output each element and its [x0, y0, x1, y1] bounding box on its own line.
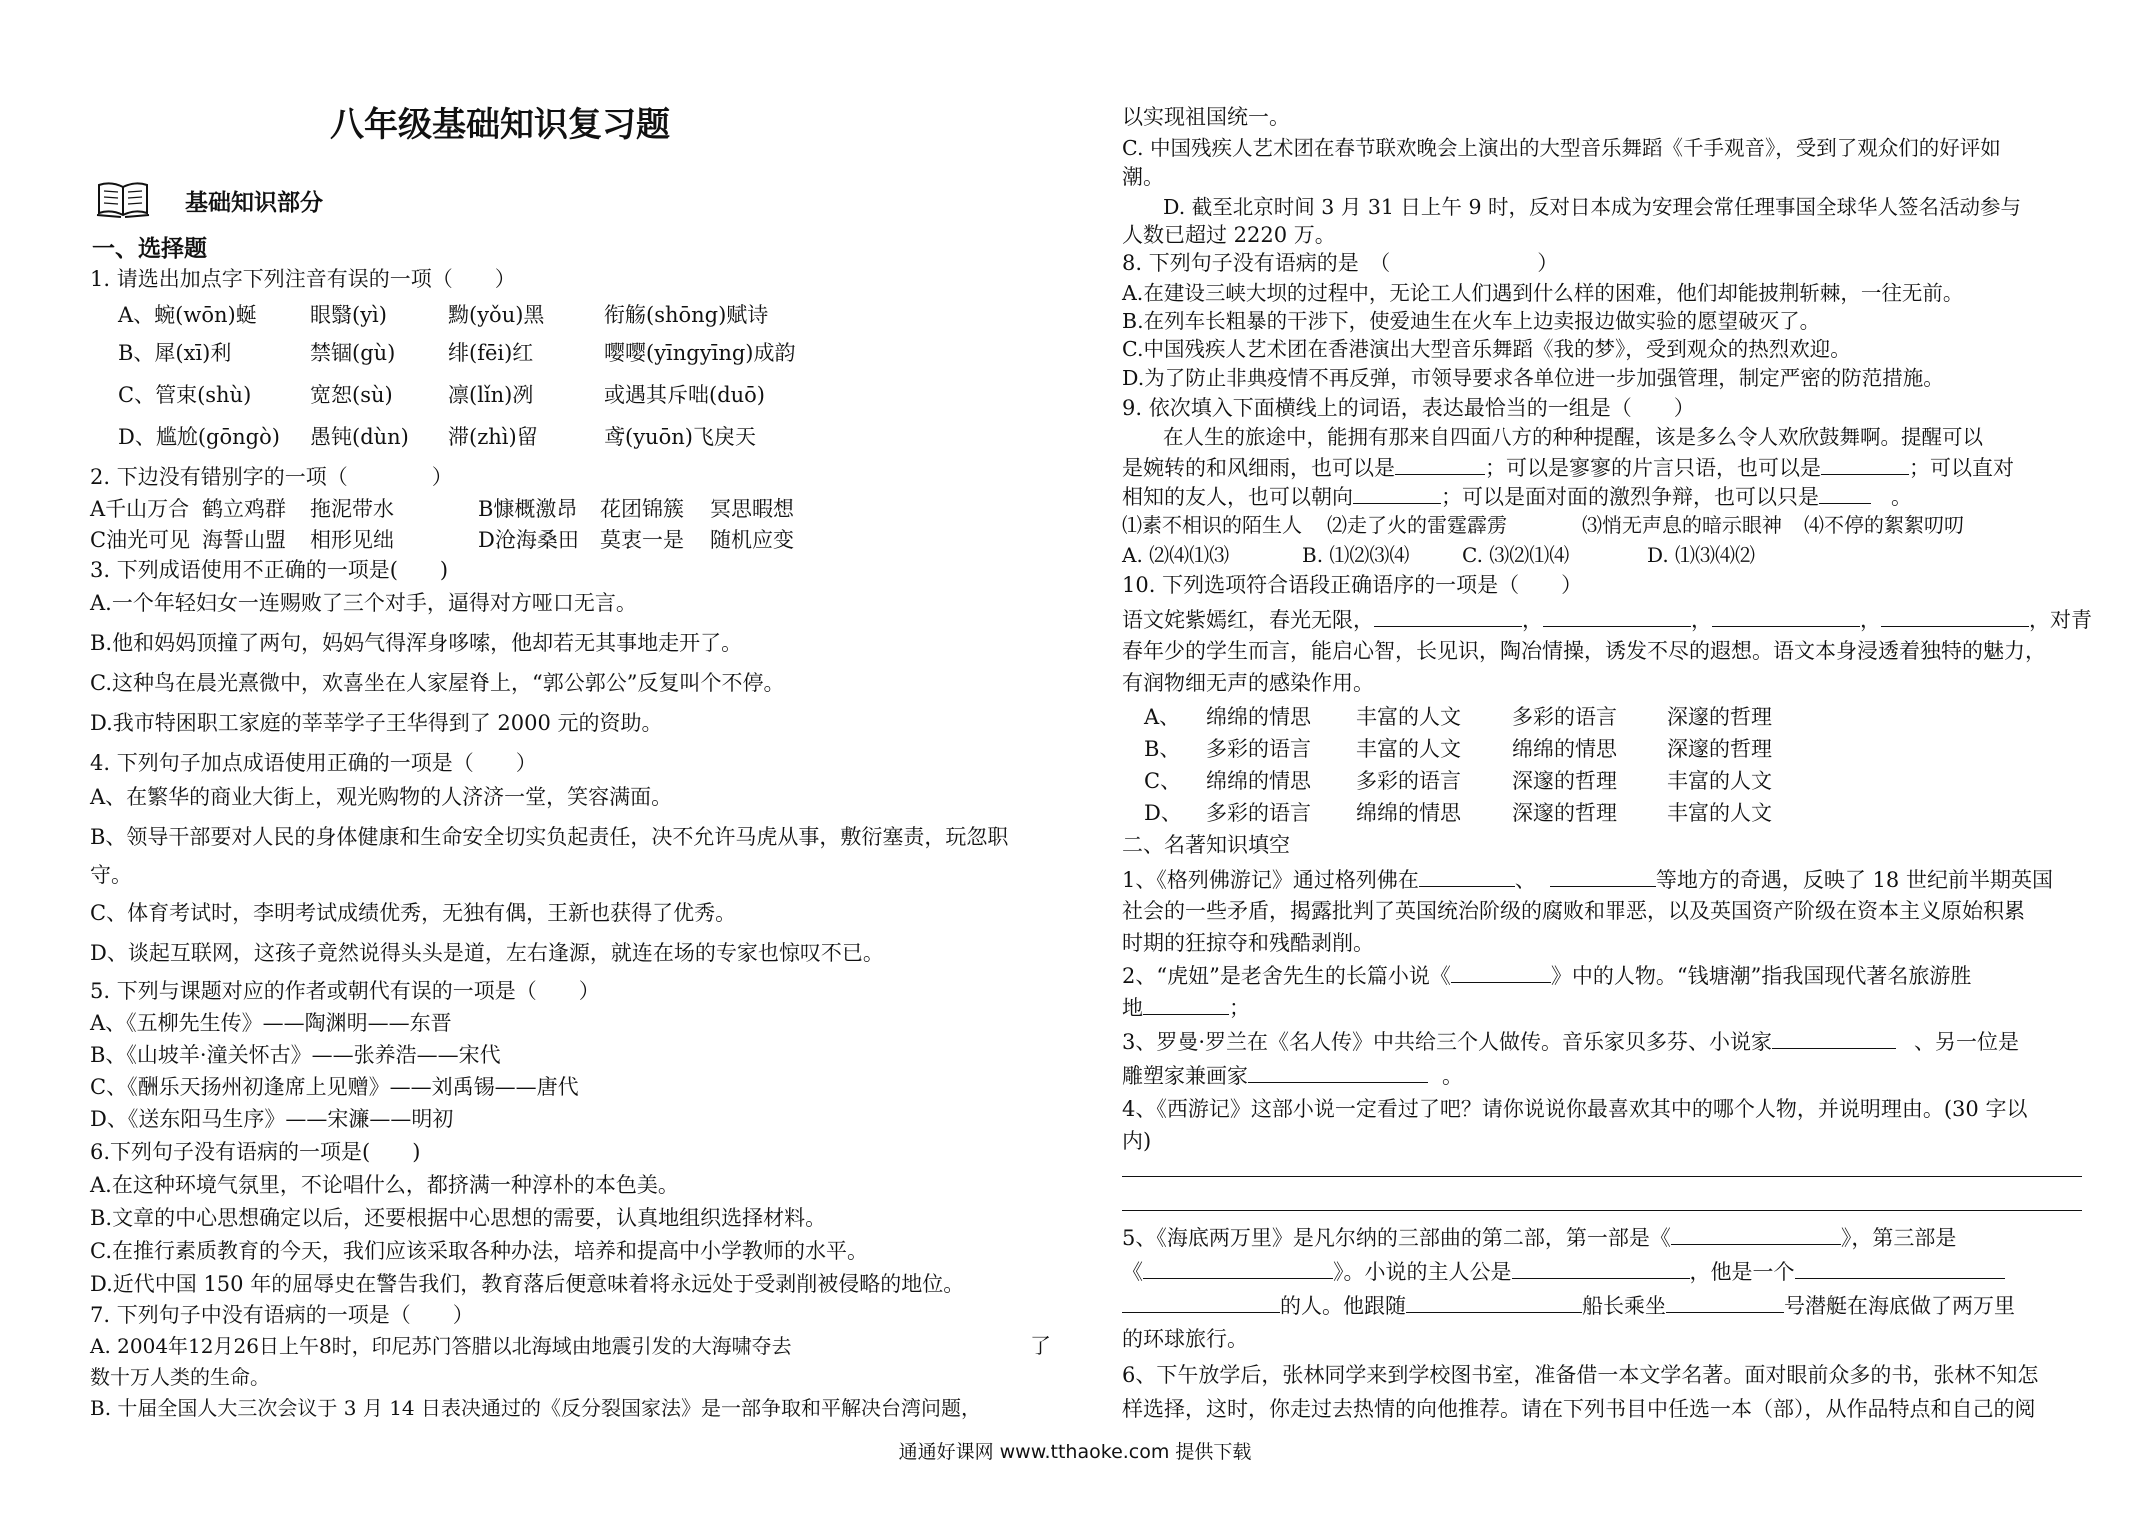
- q3-opt-b: B.他和妈妈顶撞了两句，妈妈气得浑身哆嗦，他却若无其事地走开了。: [90, 631, 743, 655]
- q9-blank-1[interactable]: [1395, 452, 1485, 475]
- section-header: 基础知识部分: [185, 190, 323, 216]
- part2-item-5-end: 的环球旅行。: [1122, 1327, 1248, 1351]
- q10-row-c: C、 绵绵的情思 多彩的语言 深邃的哲理 丰富的人文: [1144, 769, 1772, 793]
- part2-blank-1a[interactable]: [1419, 864, 1515, 887]
- q9-passage-3: 相知的友人，也可以朝向 ；可以是面对面的激烈争辩，也可以只是 。: [1122, 481, 1912, 512]
- q3-opt-d: D.我市特困职工家庭的莘莘学子王华得到了 2000 元的资助。: [90, 711, 663, 735]
- q7-stem: 7. 下列句子中没有语病的一项是（ ）: [90, 1303, 474, 1327]
- q9-choices: A. ⑵⑷⑴⑶ B. ⑴⑵⑶⑷ C. ⑶⑵⑴⑷ D. ⑴⑶⑷⑵: [1122, 543, 1756, 567]
- q9-blank-3[interactable]: [1353, 481, 1441, 504]
- q8-opt-b: B.在列车长粗暴的干涉下，使爱迪生在火车上边卖报边做实验的愿望破灭了。: [1122, 309, 1821, 333]
- q10-blank-4[interactable]: [1881, 604, 2029, 627]
- q1-stem: 1. 请选出加点字下列注音有误的一项（ ）: [90, 267, 516, 291]
- q10-passage-2: 春年少的学生而言，能启心智，长见识，陶冶情操，诱发不尽的遐想。语文本身浸透着独特的魅力，: [1122, 639, 2046, 663]
- q2-stem: 2. 下边没有错别字的一项（ ）: [90, 465, 453, 489]
- part2-item-1: 1、《格列佛游记》通过格列佛在 、 等地方的奇遇，反映了 18 世纪前半期英国: [1122, 864, 2053, 895]
- q3-opt-c: C.这种鸟在晨光熹微中，欢喜坐在人家屋脊上，“郭公郭公”反复叫个不停。: [90, 671, 785, 695]
- q5-opt-c: C、《酬乐天扬州初逢席上见赠》——刘禹锡——唐代: [90, 1075, 579, 1099]
- part2-blank-2b[interactable]: [1143, 992, 1229, 1015]
- book-icon: [95, 179, 151, 219]
- part2-item-2-cont: 地 ；: [1122, 992, 1250, 1023]
- q10-passage-3: 有润物细无声的感染作用。: [1122, 671, 1374, 695]
- q10-blank-1[interactable]: [1374, 604, 1522, 627]
- q8-opt-d: D.为了防止非典疫情不再反弹，市领导要求各单位进一步加强管理，制定严密的防范措施。: [1122, 366, 1944, 390]
- q7-opt-a-cont: 数十万人类的生命。: [90, 1365, 270, 1389]
- q10-stem: 10. 下列选项符合语段正确语序的一项是（ ）: [1122, 573, 1583, 597]
- part2-item-5-cont2: 的人。他跟随 船长乘坐 号潜艇在海底做了两万里: [1122, 1290, 2015, 1321]
- q2-row-1: A千山万合 鹤立鸡群 拖泥带水 B慷概激昂 花团锦簇 冥思暇想: [90, 497, 794, 521]
- q9-items: ⑴素不相识的陌生人 ⑵走了火的雷霆霹雳 ⑶悄无声息的暗示眼神 ⑷不停的絮絮叨叨: [1122, 513, 1964, 537]
- q5-opt-b: B、《山坡羊·潼关怀古》——张养浩——宋代: [90, 1043, 501, 1067]
- q1-row-c: C、管束(shù) 宽恕(sù) 凛(lǐn)冽 或遇其斥咄(duō): [118, 383, 765, 407]
- q4-stem: 4. 下列句子加点成语使用正确的一项是（ ）: [90, 751, 537, 775]
- q3-stem: 3. 下列成语使用不正确的一项是( ): [90, 558, 449, 582]
- part2-item-3: 3、罗曼·罗兰在《名人传》中共给三个人做传。音乐家贝多芬、小说家 、另一位是: [1122, 1026, 2019, 1057]
- answer-line-1[interactable]: [1122, 1176, 2082, 1177]
- q4-opt-b-cont: 守。: [90, 863, 132, 887]
- part2-item-4: 4、《西游记》这部小说一定看过了吧？请你说说你最喜欢其中的哪个人物，并说明理由。(30 字以: [1122, 1097, 2028, 1121]
- part2-blank-5e[interactable]: [1122, 1290, 1280, 1313]
- q1-row-a: A、蜿(wōn)蜒 眼翳(yì) 黝(yǒu)黑 衔觞(shōng)赋诗: [118, 303, 769, 327]
- q10-passage-1: 语文姹紫嫣红，春光无限， ， ， ， ，对青: [1122, 604, 2092, 635]
- q9-passage-1: 在人生的旅途中，能拥有那来自四面八方的种种提醒，该是多么令人欢欣鼓舞啊。提醒可以: [1122, 425, 1983, 449]
- part2-item-5-cont: 《 》。小说的主人公是 ，他是一个: [1122, 1256, 2005, 1287]
- q5-opt-a: A、《五柳先生传》——陶渊明——东晋: [90, 1011, 452, 1035]
- q6-opt-a: A.在这种环境气氛里，不论唱什么，都挤满一种淳朴的本色美。: [90, 1173, 679, 1197]
- q10-blank-3[interactable]: [1712, 604, 1860, 627]
- part2-blank-5f[interactable]: [1406, 1290, 1582, 1313]
- q9-stem: 9. 依次填入下面横线上的词语，表达最恰当的一组是（ ）: [1122, 396, 1695, 420]
- q4-opt-a: A、在繁华的商业大街上，观光购物的人济济一堂，笑容满面。: [90, 785, 673, 809]
- q1-row-b: B、犀(xī)利 禁锢(gù) 绯(fēi)红 嘤嘤(yīngyīng)成韵: [118, 341, 796, 365]
- q9-passage-2: 是婉转的和风细雨，也可以是 ；可以是寥寥的片言只语，也可以是 ；可以直对: [1122, 452, 2014, 483]
- q4-opt-c: C、体育考试时，李明考试成绩优秀，无独有偶，王新也获得了优秀。: [90, 901, 737, 925]
- q7-opt-a-end: 了: [1030, 1334, 1051, 1358]
- q5-stem: 5. 下列与课题对应的作者或朝代有误的一项是（ ）: [90, 979, 600, 1003]
- part2-item-1-end: 时期的狂掠夺和残酷剥削。: [1122, 931, 1374, 955]
- part2-item-4-cont: 内): [1122, 1129, 1152, 1153]
- q7-opt-d: D. 截至北京时间 3 月 31 日上午 9 时，反对日本成为安理会常任理事国全球华人签名活动参与: [1122, 195, 2022, 219]
- q6-stem: 6.下列句子没有语病的一项是( ): [90, 1140, 421, 1164]
- q4-opt-d: D、谈起互联网，这孩子竟然说得头头是道，左右逢源，就连在场的专家也惊叹不已。: [90, 941, 884, 965]
- q6-opt-d: D.近代中国 150 年的屈辱史在警告我们，教育落后便意味着将永远处于受剥削被侵略的地位。: [90, 1272, 965, 1296]
- q9-blank-2[interactable]: [1821, 452, 1909, 475]
- q3-opt-a: A.一个年轻妇女一连赐败了三个对手，逼得对方哑口无言。: [90, 591, 637, 615]
- part2-header: 二、名著知识填空: [1122, 833, 1290, 857]
- q5-opt-d: D、《送东阳马生序》——宋濂——明初: [90, 1107, 454, 1131]
- answer-line-2[interactable]: [1122, 1210, 2082, 1211]
- q7-opt-d-cont: 人数已超过 2220 万。: [1122, 223, 1336, 247]
- q1-row-d: D、尴尬(gōngò) 愚钝(dùn) 滞(zhì)留 鸢(yuōn)飞戾天: [118, 425, 756, 449]
- part2-item-2: 2、“虎妞”是老舍先生的长篇小说《 》中的人物。“钱塘潮”指我国现代著名旅游胜: [1122, 960, 1971, 991]
- part2-blank-5d[interactable]: [1795, 1256, 2005, 1279]
- part1-header: 一、选择题: [92, 236, 207, 262]
- part2-item-1-cont: 社会的一些矛盾，揭露批判了英国统治阶级的腐败和罪恶，以及英国资产阶级在资本主义原始积累: [1122, 899, 2025, 923]
- q10-row-a: A、 绵绵的情思 丰富的人文 多彩的语言 深邃的哲理: [1144, 705, 1772, 729]
- part2-item-5: 5、《海底两万里》是凡尔纳的三部曲的第二部，第一部是《 》，第三部是: [1122, 1222, 1956, 1253]
- q7-opt-c: C. 中国残疾人艺术团在春节联欢晚会上演出的大型音乐舞蹈《千手观音》，受到了观众们的好评如: [1122, 136, 2001, 160]
- q6-opt-c: C.在推行素质教育的今天，我们应该采取各种办法，培养和提高中小学教师的水平。: [90, 1239, 868, 1263]
- q7-opt-a: A. 2004年12月26日上午8时，印尼苏门答腊以北海域由地震引发的大海啸夺去: [90, 1334, 792, 1358]
- part2-item-3-cont: 雕塑家兼画家 。: [1122, 1060, 1463, 1091]
- part2-blank-3a[interactable]: [1772, 1026, 1896, 1049]
- part2-item-6-cont: 样选择，这时，你走过去热情的向他推荐。请在下列书目中任选一本（部），从作品特点和自己的阅: [1122, 1397, 2036, 1421]
- q10-row-b: B、 多彩的语言 丰富的人文 绵绵的情思 深邃的哲理: [1144, 737, 1772, 761]
- footer-credit: 通通好课网 www.tthaoke.com 提供下载: [898, 1441, 1252, 1463]
- page-title: 八年级基础知识复习题: [330, 105, 670, 145]
- part2-blank-2a[interactable]: [1451, 960, 1551, 983]
- part2-blank-5c[interactable]: [1512, 1256, 1690, 1279]
- q8-stem: 8. 下列句子没有语病的是 （ ）: [1122, 251, 1559, 275]
- q4-opt-b: B、领导干部要对人民的身体健康和生命安全切实负起责任，决不允许马虎从事，敷衍塞责，玩忽职: [90, 825, 1009, 849]
- q10-blank-2[interactable]: [1543, 604, 1691, 627]
- q7-opt-c-cont: 潮。: [1122, 165, 1164, 189]
- part2-blank-3b[interactable]: [1248, 1060, 1428, 1083]
- q9-blank-4[interactable]: [1819, 481, 1871, 504]
- q8-opt-c: C.中国残疾人艺术团在香港演出大型音乐舞蹈《我的梦》，受到观众的热烈欢迎。: [1122, 337, 1851, 361]
- part2-blank-5b[interactable]: [1143, 1256, 1333, 1279]
- part2-item-6: 6、下午放学后，张林同学来到学校图书室，准备借一本文学名著。面对眼前众多的书，张林不知怎: [1122, 1363, 2039, 1387]
- q8-opt-a: A.在建设三峡大坝的过程中，无论工人们遇到什么样的困难，他们却能披荆斩棘，一往无前。: [1122, 281, 1964, 305]
- q7-opt-b-cont: 以实现祖国统一。: [1122, 105, 1290, 129]
- q2-row-2: C油光可见 海誓山盟 相形见绌 D沧海桑田 莫衷一是 随机应变: [90, 528, 794, 552]
- q7-opt-b: B. 十届全国人大三次会议于 3 月 14 日表决通过的《反分裂国家法》是一部争取和平解决台湾问题，: [90, 1396, 982, 1420]
- part2-blank-5g[interactable]: [1666, 1290, 1784, 1313]
- part2-blank-5a[interactable]: [1671, 1222, 1841, 1245]
- q10-row-d: D、 多彩的语言 绵绵的情思 深邃的哲理 丰富的人文: [1144, 801, 1772, 825]
- q6-opt-b: B.文章的中心思想确定以后，还要根据中心思想的需要，认真地组织选择材料。: [90, 1206, 827, 1230]
